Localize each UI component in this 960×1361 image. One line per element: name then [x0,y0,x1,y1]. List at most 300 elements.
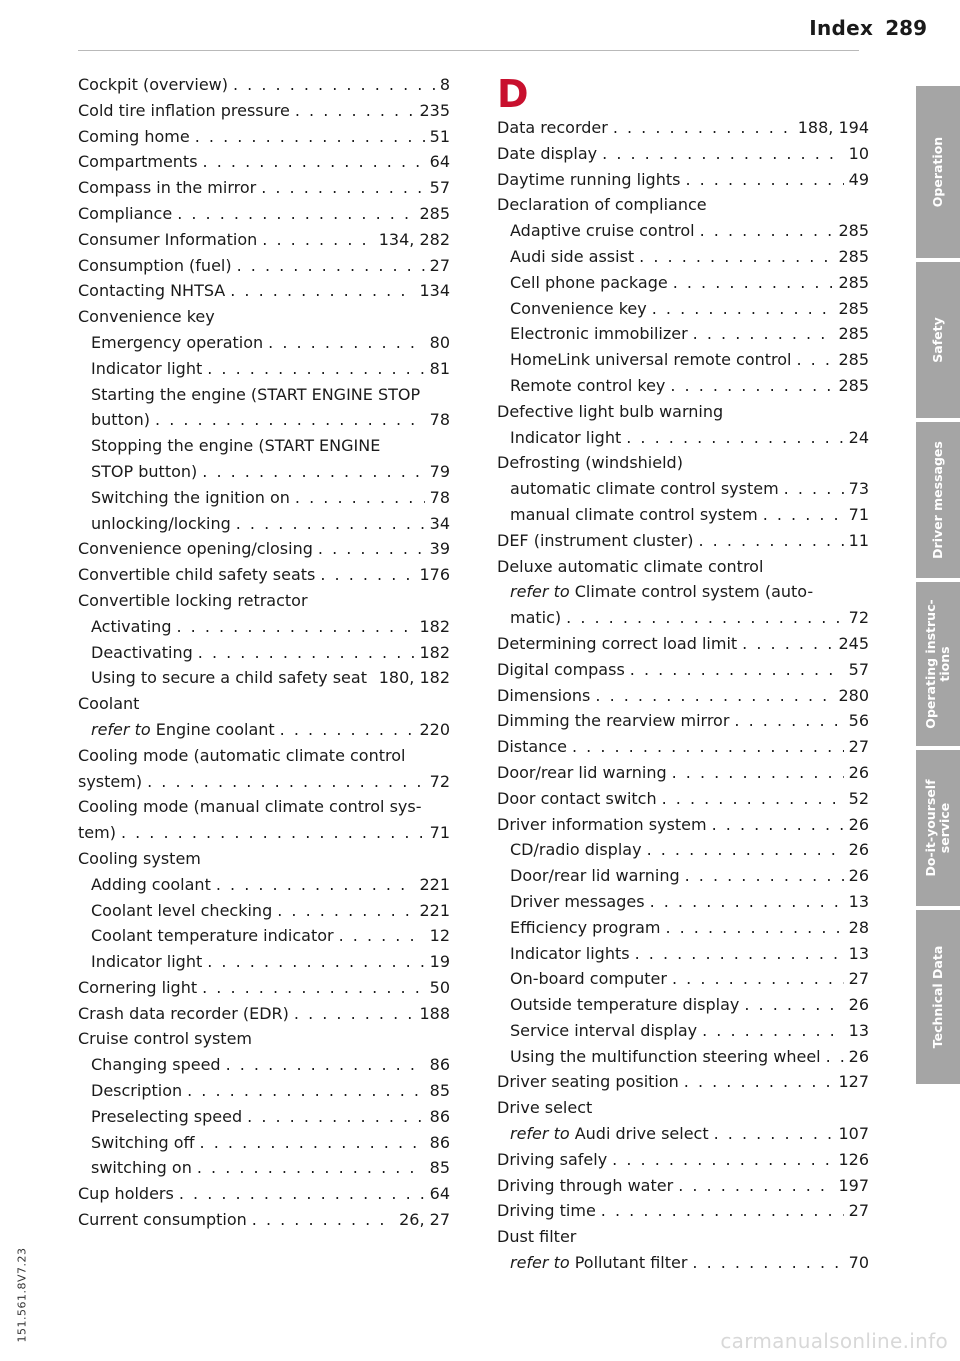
chapter-tab-label: Do-it-yourself service [923,779,952,877]
index-entry-page: 64 [429,152,450,172]
index-entry-term [497,167,680,193]
index-entry-term [510,244,634,270]
index-heading-text: Defective light bulb warning [497,401,724,421]
index-entry [497,889,869,915]
index-entry [78,459,450,485]
index-entry-text: Compartments [78,152,198,172]
index-entry-term [78,820,116,846]
dot-leader [176,614,414,640]
index-entry-page: 79 [429,461,450,481]
index-entry-page: 221 [419,900,450,920]
index-entry-text: Determining correct load limit [497,633,738,653]
index-entry [497,425,869,451]
index-entry-page: 71 [429,823,450,843]
index-entry [497,1198,869,1224]
index-entry-page: 72 [429,771,450,791]
index-entry [497,786,869,812]
index-entry-page: 26 [848,866,869,886]
index-heading-text: Cooling mode (manual climate control sys- [78,797,422,817]
index-entry-term [497,528,693,554]
dot-leader [714,1121,834,1147]
index-entry-page: 188, 194 [797,118,869,137]
index-entry-page: 81 [429,358,450,378]
dot-leader [339,923,425,949]
index-entry-term [510,347,792,373]
index-entry-term [510,1250,687,1276]
chapter-tab-label: Operating instruc- tions [923,599,952,729]
cross-reference-label: refer to [510,1124,570,1144]
index-entry-page: 86 [429,1106,450,1126]
index-entry-term [91,485,290,511]
index-entry-term [78,227,257,253]
index-heading-text: Cruise control system [78,1029,252,1049]
chapter-tab-label: Driver messages [930,441,945,559]
index-entry-page: 180, 182 [378,668,450,688]
index-entry-text: Contacting NHTSA [78,281,226,301]
dot-leader [230,278,414,304]
index-entry-page: 134 [419,281,450,301]
index-entry-text: Electronic immobilizer [510,324,688,344]
index-entry [78,717,450,743]
dot-leader [155,407,425,433]
index-entry [78,124,450,150]
index-entry-text: Efficiency program [510,917,661,937]
index-entry [78,923,450,949]
page-header [809,16,927,40]
index-heading-text: Declaration of compliance [497,195,707,215]
index-entry-text: Door contact switch [497,788,657,808]
index-entry-term [510,889,645,915]
dot-leader [295,485,425,511]
index-entry-page: 49 [848,169,869,189]
dot-leader [566,605,843,631]
index-entry-term [91,407,150,433]
index-entry-page: 51 [429,126,450,146]
index-entry-page: 26 [848,814,869,834]
index-heading [78,691,450,717]
index-entry-page: 13 [848,1020,869,1040]
dot-leader [198,640,415,666]
index-entry [497,1044,869,1070]
index-entry-page: 78 [429,410,450,430]
index-entry-page: 57 [429,178,450,198]
index-entry-page: 56 [848,711,869,731]
dot-leader [268,330,424,356]
index-entry-page: 27 [848,737,869,757]
cross-reference-label: refer to [91,719,151,739]
dot-leader [601,1198,844,1224]
index-entry-term [497,760,667,786]
dot-leader [672,760,844,786]
index-entry-text: Using the multifunction steering wheel [510,1046,821,1066]
index-entry-text: Indicator lights [510,943,630,963]
index-entry-text: matic) [510,608,562,628]
index-entry-text: manual climate control system [510,504,758,524]
index-entry-term [91,898,272,924]
dot-leader [207,356,424,382]
index-entry-page: 11 [848,530,869,550]
index-entry-term [510,837,642,863]
index-entry-text: Audi side assist [510,246,635,266]
index-entry-term [78,1181,174,1207]
dot-leader [200,1130,425,1156]
index-entry [497,657,869,683]
index-entry [497,1147,869,1173]
index-heading [78,1026,450,1052]
dot-leader [262,227,373,253]
index-entry-text: Engine coolant [150,719,275,739]
index-heading [78,743,450,769]
index-entry-term [510,373,665,399]
index-entry-term [91,511,231,537]
index-entry-term [91,872,211,898]
index-entry-text: tem) [78,823,116,843]
index-entry [497,734,869,760]
dot-leader [177,201,414,227]
index-entry-page: 107 [838,1124,869,1144]
index-entry-text: On-board computer [510,969,667,989]
index-entry-text: Compass in the mirror [78,178,257,198]
chapter-tab-label: Operation [930,136,945,208]
dot-leader [121,820,425,846]
index-heading [497,554,869,580]
index-entry [78,149,450,175]
index-entry [78,949,450,975]
index-entry-text: Activating [91,616,172,636]
index-entry-text: Coming home [78,126,190,146]
index-entry [78,614,450,640]
index-entry [78,665,450,691]
index-entry [497,1173,869,1199]
index-entry [78,975,450,1001]
index-entry [497,1069,869,1095]
index-heading-text: Drive select [497,1098,593,1118]
index-entry-term [510,270,668,296]
dot-leader [320,562,414,588]
dot-leader [572,734,844,760]
index-heading [497,192,869,218]
index-entry-page: 27 [429,255,450,275]
dot-leader [295,98,415,124]
index-entry-text: Cockpit (overview) [78,75,228,94]
index-entry-page: 13 [848,891,869,911]
dot-leader [602,141,844,167]
index-heading [78,382,450,408]
section-title: Index [809,16,874,40]
index-entry-term [510,863,680,889]
dot-leader [652,296,834,322]
index-entry [78,253,450,279]
index-entry-term [78,72,228,98]
index-entry [78,227,450,253]
index-entry [78,1001,450,1027]
index-entry-page: 80 [429,332,450,352]
dot-leader [700,218,834,244]
index-entry-text: Cornering light [78,977,198,997]
index-entry-term [510,1018,697,1044]
index-entry-text: Data recorder [497,118,608,137]
index-entry-page: 285 [838,375,869,395]
index-entry [78,769,450,795]
index-entry-term [78,149,198,175]
dot-leader [630,657,844,683]
dot-leader [595,683,833,709]
dot-leader [179,1181,425,1207]
index-entry-text: Driver seating position [497,1072,679,1092]
dot-leader [280,717,415,743]
dot-leader [742,631,833,657]
index-entry [78,562,450,588]
index-entry-term [91,949,202,975]
dot-leader [613,115,793,141]
dot-leader [678,1173,833,1199]
dot-leader [635,941,844,967]
index-entry-text: Changing speed [91,1055,221,1075]
index-entry-text: Switching the ignition on [91,487,290,507]
index-entry-term [78,975,197,1001]
index-heading-text: Stopping the engine (START ENGINE [91,436,381,456]
index-entry-page: 28 [848,917,869,937]
index-entry-text: STOP button) [91,461,198,481]
dot-leader [639,244,833,270]
chapter-tab-label: Technical Data [930,945,945,1049]
index-entry-text: Description [91,1081,183,1101]
index-entry-term [497,657,625,683]
dot-leader [626,425,843,451]
index-heading-text: Convenience key [78,307,215,327]
index-entry-text: Using to secure a child safety seat [91,668,367,688]
index-entry-page: 13 [848,943,869,963]
chapter-tab [916,262,960,418]
index-entry-term [497,115,608,141]
dot-leader [261,175,424,201]
index-entry-text: Cell phone package [510,272,668,292]
chapter-tab [916,86,960,258]
index-entry [78,1104,450,1130]
index-heading-text: Defrosting (windshield) [497,453,683,473]
index-entry [78,356,450,382]
index-entry-page: 220 [419,719,450,739]
index-entry-text: Switching off [91,1132,195,1152]
index-entry-term [497,631,737,657]
dot-leader [202,459,424,485]
cross-reference-label: refer to [510,582,570,602]
index-entry-page: 71 [848,504,869,524]
index-entry [497,915,869,941]
index-entry-term [91,1130,195,1156]
index-entry-text: Dimming the rearview mirror [497,711,730,731]
index-entry [497,1250,869,1276]
index-heading [78,794,450,820]
index-entry [497,502,869,528]
index-entry [497,605,869,631]
index-entry-term [78,769,142,795]
index-entry-text: Driving safely [497,1149,608,1169]
index-entry-term [510,1044,821,1070]
chapter-tab [916,422,960,578]
index-entry-page: 127 [838,1072,869,1092]
dot-leader [673,270,834,296]
index-entry-term [510,321,688,347]
index-entry-term [91,640,193,666]
dot-leader [684,1069,834,1095]
dot-leader [236,511,425,537]
dot-leader [202,975,425,1001]
dot-leader [216,872,415,898]
index-entry [497,812,869,838]
index-entry-page: 134, 282 [378,229,450,249]
index-heading-text: Cooling system [78,848,201,868]
dot-leader [233,72,435,98]
header-rule [78,50,859,51]
index-entry-term [510,1121,709,1147]
index-entry-text: Cup holders [78,1184,174,1204]
index-entry-term [78,175,256,201]
index-entry-term [510,915,660,941]
index-entry [497,270,869,296]
index-entry [497,347,869,373]
index-entry-term [497,708,729,734]
dot-leader [734,708,843,734]
dot-leader [147,769,425,795]
index-heading-text: Dust filter [497,1227,577,1247]
index-heading-text: Deluxe automatic climate control [497,556,764,576]
index-entry-page: 285 [419,203,450,223]
index-entry-page: 8 [439,75,450,94]
index-entry [497,141,869,167]
dot-leader [226,1052,425,1078]
index-entry-page: 10 [848,143,869,163]
index-entry [497,631,869,657]
index-entry-text: Daytime running lights [497,169,681,189]
index-entry-page: 235 [419,100,450,120]
index-entry-page: 197 [838,1175,869,1195]
index-entry-page: 176 [419,565,450,585]
index-entry-page: 221 [419,874,450,894]
index-entry-text: Driver information system [497,814,707,834]
index-entry [497,321,869,347]
index-entry-text: Consumption (fuel) [78,255,232,275]
index-entry-text: Driving time [497,1201,596,1221]
index-entry [78,72,450,98]
index-entry [78,1181,450,1207]
index-entry-page: 26 [848,1046,869,1066]
index-entry-term [510,966,667,992]
index-entry [497,115,869,141]
index-entry-page: 73 [848,479,869,499]
index-entry-term [78,278,225,304]
index-entry-term [510,605,561,631]
index-heading-text: Cooling mode (automatic climate control [78,745,406,765]
index-entry [78,820,450,846]
chapter-tab [916,910,960,1084]
dot-leader [207,949,424,975]
page-number: 289 [885,16,927,40]
index-entry [78,1155,450,1181]
index-entry-term [497,683,590,709]
index-entry-page: 72 [848,608,869,628]
index-entry-text: button) [91,410,151,430]
dot-leader [662,786,844,812]
index-heading [497,399,869,425]
index-entry-term [497,141,597,167]
index-entry [78,98,450,124]
index-entry-page: 50 [429,977,450,997]
index-entry-page: 285 [838,350,869,370]
index-entry-term [78,98,290,124]
index-entry-text: Crash data recorder (EDR) [78,1003,289,1023]
index-entry-term [497,786,657,812]
index-entry-term [78,536,313,562]
index-entry-term [91,356,202,382]
index-entry [78,175,450,201]
index-heading [497,1095,869,1121]
index-entry-term [91,923,334,949]
index-entry-page: 26 [848,840,869,860]
index-entry [78,1130,450,1156]
index-entry-term [510,218,695,244]
index-heading-text: Coolant [78,694,140,714]
dot-leader [650,889,844,915]
index-entry-text: Pollutant filter [569,1253,688,1273]
dot-leader [744,992,843,1018]
index-entry-term [497,812,707,838]
index-entry [497,941,869,967]
index-entry-text: Consumer Information [78,229,258,249]
index-entry-page: 27 [848,969,869,989]
index-entry [78,278,450,304]
index-entry [497,167,869,193]
index-entry-page: 285 [838,298,869,318]
index-entry [497,528,869,554]
index-entry-page: 52 [848,788,869,808]
index-entry-term [91,1052,221,1078]
index-heading [497,579,869,605]
index-entry [497,1018,869,1044]
index-entry-text: Outside temperature display [510,995,740,1015]
index-entry-page: 24 [848,427,869,447]
index-entry [78,898,450,924]
dot-leader [277,898,414,924]
index-entry-page: 182 [419,616,450,636]
index-entry-page: 126 [838,1149,869,1169]
index-entry-term [78,1207,247,1233]
index-heading [78,846,450,872]
index-entry-term [91,330,263,356]
index-heading-text: Convertible locking retractor [78,590,308,610]
index-entry-page: 86 [429,1055,450,1075]
index-entry-term [78,1001,289,1027]
index-heading [78,433,450,459]
index-entry-text: Indicator light [91,358,203,378]
index-entry-term [510,425,621,451]
dot-leader [294,1001,415,1027]
dot-leader [797,347,834,373]
index-entry-term [91,665,367,691]
index-entry-text: Driving through water [497,1175,674,1195]
dot-leader [685,863,844,889]
index-entry-page: 34 [429,513,450,533]
index-entry-text: Remote control key [510,375,666,395]
index-entry-term [510,476,779,502]
index-entry-page: 26 [848,995,869,1015]
index-entry [497,218,869,244]
index-entry [497,1121,869,1147]
index-entry-text: Coolant level checking [91,900,273,920]
index-entry-page: 12 [429,926,450,946]
index-heading [78,588,450,614]
dot-leader [692,1250,843,1276]
